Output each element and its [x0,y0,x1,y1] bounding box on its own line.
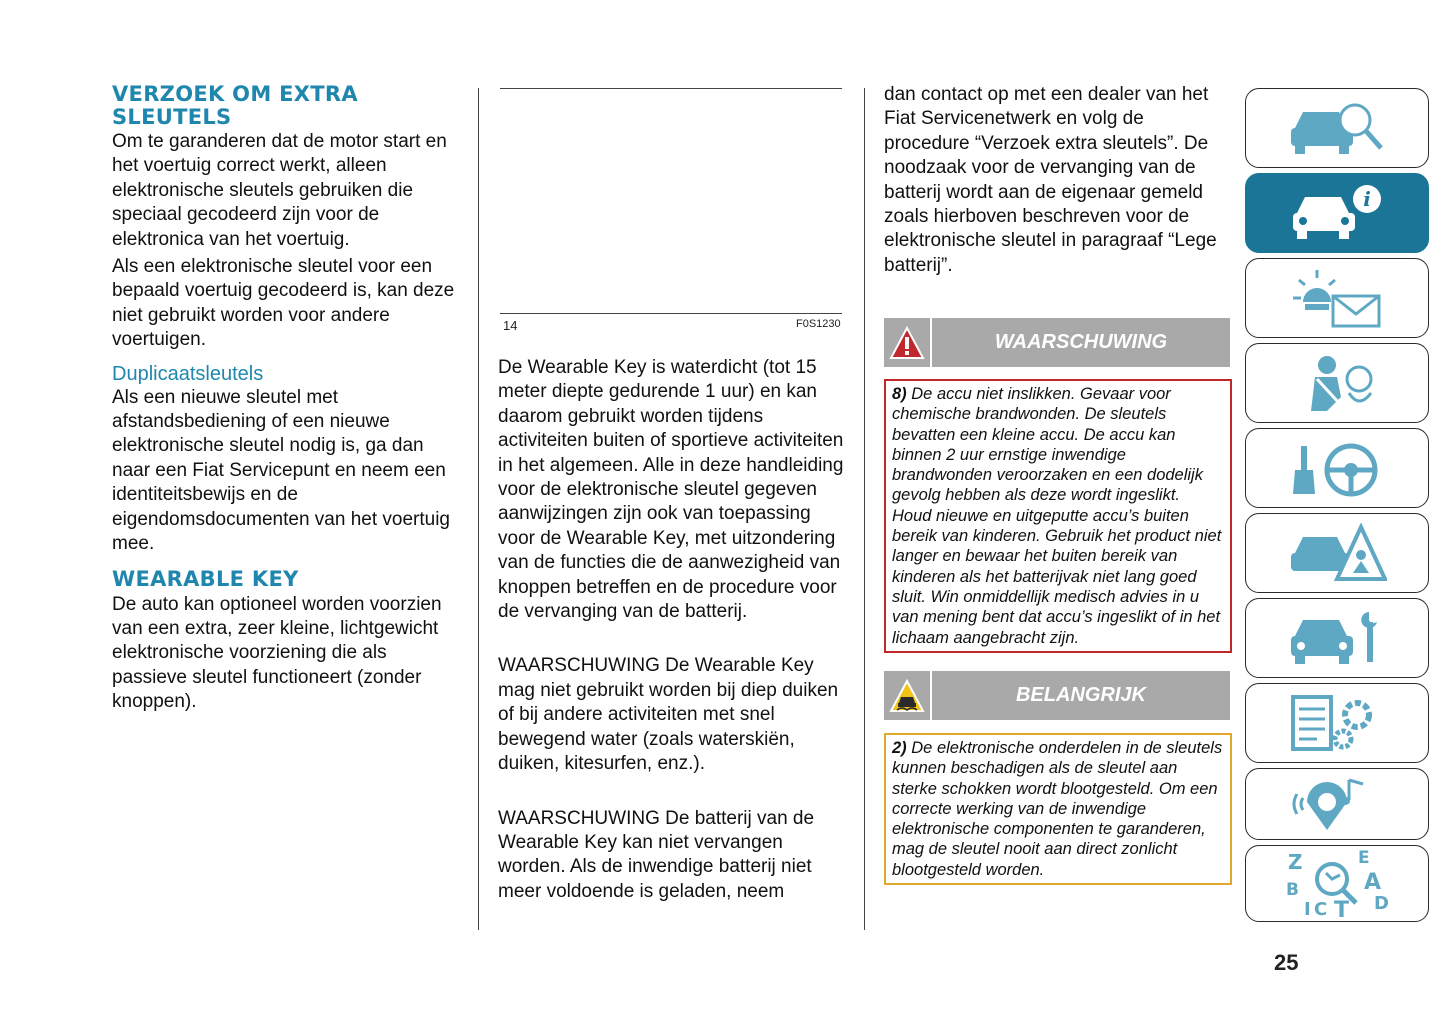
car-search-icon [1287,98,1387,158]
seat-safety-airbag-icon [1287,353,1387,413]
left-column [112,83,462,715]
subheading-duplicate-keys: Duplicaatsleutels [112,362,264,385]
important-note [884,733,1232,885]
warning-title: WAARSCHUWING [994,331,1168,353]
nav-emergency[interactable] [1245,513,1429,593]
key-steering-wheel-icon [1287,438,1387,498]
column-divider-right [864,88,865,930]
nav-warning-lights[interactable] [1245,258,1429,338]
technical-data-gears-icon [1287,693,1387,753]
index-letter-t: T [1334,897,1350,919]
index-letter-e: E [1358,848,1370,868]
warning-banner [884,318,1230,367]
nav-starting-driving[interactable] [1245,428,1429,508]
figure-top-rule [500,88,842,89]
index-letter-a: A [1364,869,1382,895]
paragraph-other-vehicles: Als een elektronische sleutel voor een bepaald voertuig gecodeerd is, kan deze niet gebruikt worden voor andere voertuigen. [112,256,455,351]
index-letter-z: Z [1288,849,1303,874]
nav-multimedia[interactable] [1245,768,1429,840]
nav-safety[interactable] [1245,343,1429,423]
nav-alphabetical-index[interactable] [1245,845,1429,922]
warning-note-number: 8) [892,385,907,403]
nav-car-info[interactable] [1245,173,1429,253]
important-note-number: 2) [892,739,907,757]
middle-column [498,356,850,904]
nav-maintenance[interactable] [1245,598,1429,678]
warning-lights-message-icon [1287,268,1387,328]
column-divider-left [478,88,479,930]
warning-triangle-icon [884,318,932,367]
multimedia-icon [1287,774,1387,834]
paragraph-dealer-contact: dan contact op met een dealer van het Fiat Servicenetwerk en volg de procedure “Verzoek extra sleutels”. De noodzaak voor de vervanging van de batterij wordt aan de eigenaar gemeld zoals hierboven beschreven voor de elektronische sleutel in paragraaf “Lege batterij”. [884,84,1217,276]
important-banner [884,671,1230,720]
alphabetical-index-icon [1282,849,1392,919]
car-info-icon [1287,183,1387,243]
paragraph-warning-diving: WAARSCHUWING De Wearable Key mag niet gebruikt worden bij diep duiken of bij andere activiteiten met snel bewegend water (zoals waterskiën, duiken, kitesurfen, enz.). [498,655,839,775]
svg-text:i: i [1363,187,1371,211]
nav-technical-data[interactable] [1245,683,1429,763]
paragraph-wearable-intro: De auto kan optioneel worden voorzien van een extra, zeer kleine, lichtgewicht elektronische voorziening die als passieve sleutel functioneert (zonder knoppen). [112,593,442,713]
paragraph-waterproof: De Wearable Key is waterdicht (tot 15 meter diepte gedurende 1 uur) en kan daarom gebruikt worden tijdens activiteiten buiten of sportieve activiteiten in het algemeen. Alle in deze handleiding voor de elektronische sleutel gegeven aanwijzingen zijn ook van toepassing voor de Wearable Key, met uitzondering van de functies die de aanwezigheid van knoppen betreffen en de procedure voor de vervanging van de batterij. [498,357,844,623]
nav-car-search[interactable] [1245,88,1429,168]
car-maintenance-wrench-icon [1287,608,1387,668]
right-column [884,83,1234,278]
index-letter-i: I [1304,898,1311,919]
index-letter-b: B [1286,879,1299,900]
page-number: 25 [1274,950,1299,975]
important-note-text: De elektronische onderdelen in de sleutels kunnen beschadigen als de sleutel aan sterke schokken wordt blootgesteld. Om een correcte werking van de inwendige elektronische componenten te garanderen, mag de sleutel nooit aan direct zonlicht blootgesteld worden. [892,739,1223,879]
car-emergency-icon [1287,523,1387,583]
figure-number: 14 [503,318,518,333]
paragraph-coded-keys: Om te garanderen dat de motor start en het voertuig correct werkt, alleen elektronische sleutels gebruiken die speciaal gecodeerd zijn voor de elektronica van het voertuig. [112,131,447,250]
paragraph-duplicate-keys: Als een nieuwe sleutel met afstandsbediening of een nieuwe elektronische sleutel nodig is, ga dan naar een Fiat Servicepunt en neem een identiteitsbewijs en de eigendomsdocumenten van het voertuig mee. [112,386,451,555]
warning-note-text: De accu niet inslikken. Gevaar voor chemische brandwonden. De sleutels bevatten een kleine accu. De accu kan binnen 2 uur ernstige inwendige brandwonden veroorzaken en een dodelijk gevolg hebben als deze wordt ingeslikt. Houd nieuwe en uitgeputte accu’s buiten bereik van kinderen. Gebruik het product niet langer en bewaar het buiten bereik van kinderen als het batterijvak niet lang goed sluit. Win onmiddellijk medisch advies in u van mening bent dat accu’s ingeslikt of in het lichaam aangebracht zijn. [892,385,1222,647]
heading-extra-keys: VERZOEK OM EXTRA SLEUTELS [112,82,358,129]
index-letter-c: C [1314,898,1328,919]
figure-bottom-rule [500,313,842,314]
important-car-icon [884,671,932,720]
warning-note [884,379,1232,653]
figure-code: F0S1230 [796,318,841,330]
index-letter-d: D [1374,892,1389,914]
heading-wearable-key: WEARABLE KEY [112,566,299,591]
paragraph-warning-battery: WAARSCHUWING De batterij van de Wearable Key kan niet vervangen worden. Als de inwendige batterij niet meer voldoende is geladen, neem [498,807,815,902]
important-title: BELANGRIJK [1015,684,1146,706]
